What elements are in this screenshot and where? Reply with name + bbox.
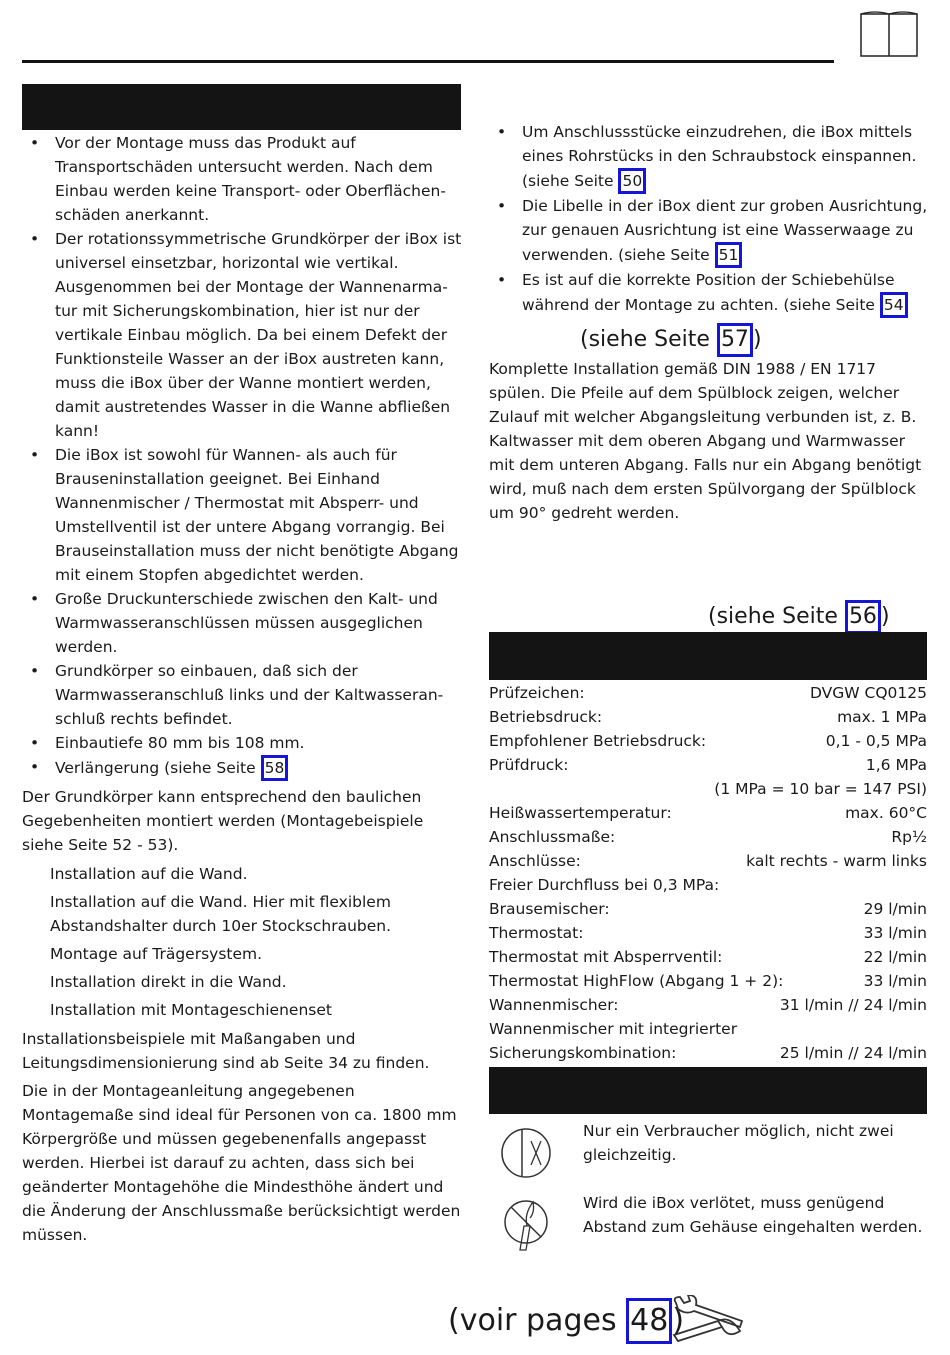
list-item: [489, 194, 929, 268]
spec-row: [489, 1041, 927, 1065]
spec-key: Thermostat:: [489, 924, 584, 942]
spec-key: Thermostat mit Absperrventil:: [489, 948, 723, 966]
spec-key: Prüfdruck:: [489, 756, 569, 774]
spec-value: 31 l/min // 24 l/min: [779, 996, 927, 1014]
list-item: [489, 120, 929, 194]
note-soldering: Wird die iBox verlötet, muss genügend Abstand zum Gehäuse eingehalten werden.: [583, 1194, 923, 1236]
spec-row: [489, 1017, 927, 1041]
left-column: [22, 131, 464, 1247]
section-heading-bar-left: [22, 84, 461, 130]
list-item: • Vor der Montage muss das Produkt auf Transportschäden untersucht werden. Nach dem Einbau werden keine Transport- oder Oberflächenschäden anerkannt.: [22, 131, 464, 227]
spec-key: Thermostat HighFlow (Abgang 1 + 2):: [489, 972, 784, 990]
page-link-56[interactable]: 56: [845, 600, 881, 634]
heading-close: ): [880, 604, 890, 629]
list-item: • Der rotationssymmetrische Grundkörper der iBox ist universel einsetzbar, horizontal wie vertikal. Ausgenommen bei der Montage der Wannenarmatur mit Sicherungskombination, hier ist nur der vertikale Einbau möglich. Da bei einem Defekt der Funktionsteile Wasser an der iBox austreten kann, muss die iBox über der Wanne montiert werden, damit austretendes Wasser in die Wanne abfließen kann!: [22, 227, 464, 443]
page-link-50[interactable]: 50: [618, 168, 646, 194]
spec-row: [489, 705, 927, 729]
spec-key: Brausemischer:: [489, 900, 610, 918]
dimensions-paragraph: Die in der Montageanleitung angegebenen Montagemaße sind ideal für Personen von ca. 1800 mm Körpergröße und müssen gegebenenfalls angepasst werden. Hierbei ist darauf zu achten, dass sich bei geänderter Montagehöhe die Mindesthöhe ändert und die Änderung der Anschlussmaße berücksichtigt werden müssen.: [22, 1082, 461, 1244]
list-item: • Die iBox ist sowohl für Wannen- als auch für Brauseninstallation geeignet. Bei Einhand Wannenmischer / Thermostat mit Absperr- und Umstellventil ist der untere Abgang vorrangig. Bei Brauseinstallation muss der nicht benötigte Abgang mit einem Stopfen abgedichtet werden.: [22, 443, 464, 587]
list-item: • Grundkörper so einbauen, daß sich der Warmwasseranschluß links und der Kaltwasseranschluß rechts befindet.: [22, 659, 464, 731]
spec-value: 25 l/min // 24 l/min: [779, 1044, 927, 1062]
section-heading-bar-specs: [489, 632, 927, 680]
mounting-option: Installation auf die Wand.: [50, 865, 248, 883]
wrench-tools-icon: [668, 1295, 748, 1347]
flushing-heading: [580, 323, 762, 357]
spec-key: Anschlüsse:: [489, 852, 581, 870]
page-link-51[interactable]: 51: [715, 242, 743, 268]
spec-value: DVGW CQ0125: [810, 684, 927, 702]
mounting-option: Montage auf Trägersystem.: [50, 945, 263, 963]
spec-row: [489, 897, 927, 921]
list-item-text: Die Libelle in der iBox dient zur groben Ausrichtung, zur genauen Ausrichtung ist eine Wasserwaage zu verwenden. (siehe Seite: [522, 197, 928, 264]
examples-paragraph: Installationsbeispiele mit Maßangaben und Leitungsdimensionierung sind ab Seite 34 zu finden.: [22, 1030, 430, 1072]
footer-text: (voir pages: [448, 1303, 627, 1338]
extension-text: Verlängerung (siehe Seite: [55, 759, 261, 777]
section-heading-bar-notes: [489, 1067, 927, 1114]
spec-key: Wannenmischer mit integrierter: [489, 1020, 738, 1038]
single-consumer-icon: [500, 1127, 552, 1179]
footer-reference: [448, 1298, 684, 1344]
spec-row: [489, 921, 927, 945]
spec-value: max. 60°C: [845, 804, 927, 822]
list-item: • Große Druckunterschiede zwischen den Kalt- und Warmwasseranschlüssen müssen ausgeglichen werden.: [22, 587, 464, 659]
spec-value: 1,6 MPa: [865, 756, 927, 774]
list-item-text: Um Anschlussstücke einzudrehen, die iBox mittels eines Rohrstücks in den Schraubstock einspannen. (siehe Seite: [522, 123, 917, 190]
spec-key: Wannenmischer:: [489, 996, 619, 1014]
spec-key: Sicherungskombination:: [489, 1044, 677, 1062]
spec-row: [489, 945, 927, 969]
no-soldering-icon: [500, 1196, 552, 1252]
page-link-54[interactable]: 54: [880, 292, 908, 318]
heading-text: (siehe Seite: [708, 604, 845, 629]
spec-row: [489, 777, 927, 801]
technical-data-table: [489, 681, 927, 1065]
spec-key: Empfohlener Betriebsdruck:: [489, 732, 707, 750]
list-item: [22, 755, 464, 781]
spec-value: 33 l/min: [863, 972, 927, 990]
spec-row: [489, 729, 927, 753]
spec-row: [489, 849, 927, 873]
mounting-option: Installation auf die Wand. Hier mit flexiblem Abstandshalter durch 10er Stockschrauben.: [50, 893, 392, 935]
spec-key: Anschlussmaße:: [489, 828, 616, 846]
mounting-option: Installation direkt in die Wand.: [50, 973, 287, 991]
list-item: • Einbautiefe 80 mm bis 108 mm.: [22, 731, 464, 755]
mounting-options: [22, 862, 464, 1022]
page-link-58[interactable]: 58: [261, 755, 289, 781]
spec-row: [489, 873, 927, 897]
spec-key: Prüfzeichen:: [489, 684, 585, 702]
spec-value: 22 l/min: [863, 948, 927, 966]
footer-close: ): [672, 1303, 685, 1338]
flushing-paragraph: Komplette Installation gemäß DIN 1988 / EN 1717 spülen. Die Pfeile auf dem Spülblock zeigen, welcher Zulauf mit welcher Abgangsleitung verbunden ist, z. B. Kaltwasser mit dem oberen Abgang und Warmwasser mit dem unteren Abgang. Falls nur ein Abgang benötigt wird, muß nach dem ersten Spülvorgang der Spülblock um 90° gedreht werden.: [489, 360, 922, 522]
spec-value: 33 l/min: [863, 924, 927, 942]
dimensions-heading: [708, 600, 890, 634]
spec-key: Freier Durchfluss bei 0,3 MPa:: [489, 876, 720, 894]
heading-close: ): [752, 327, 762, 352]
list-item: [489, 268, 929, 318]
spec-value: kalt rechts - warm links: [746, 852, 927, 870]
spec-row: [489, 825, 927, 849]
assembly-list: [489, 120, 929, 318]
list-item-text: Es ist auf die korrekte Position der Schiebehülse während der Montage zu achten. (siehe Seite: [522, 271, 895, 314]
page-link-57[interactable]: 57: [717, 323, 753, 357]
spec-row: [489, 753, 927, 777]
heading-text: (siehe Seite: [580, 327, 717, 352]
spec-row: [489, 993, 927, 1017]
spec-value: max. 1 MPa: [837, 708, 927, 726]
mounting-paragraph: Der Grundkörper kann entsprechend den baulichen Gegebenheiten montiert werden (Montagebeispiele siehe Seite 52 - 53).: [22, 788, 424, 854]
right-column-top: [489, 120, 929, 318]
requirements-list: [22, 131, 464, 781]
spec-row: [489, 801, 927, 825]
open-book-icon: [858, 8, 920, 58]
spec-value: 0,1 - 0,5 MPa: [825, 732, 927, 750]
spec-row: [489, 681, 927, 705]
spec-key: Betriebsdruck:: [489, 708, 603, 726]
note-single-consumer: Nur ein Verbraucher möglich, nicht zwei gleichzeitig.: [583, 1122, 894, 1164]
spec-key: Heißwassertemperatur:: [489, 804, 672, 822]
spec-value: Rp½: [891, 828, 927, 846]
spec-row: [489, 969, 927, 993]
page-link-48[interactable]: 48: [626, 1298, 672, 1344]
mounting-option: Installation mit Montageschienenset: [50, 1001, 332, 1019]
spec-value: 29 l/min: [863, 900, 927, 918]
spec-value: (1 MPa = 10 bar = 147 PSI): [714, 780, 927, 798]
header-rule: [22, 60, 834, 63]
